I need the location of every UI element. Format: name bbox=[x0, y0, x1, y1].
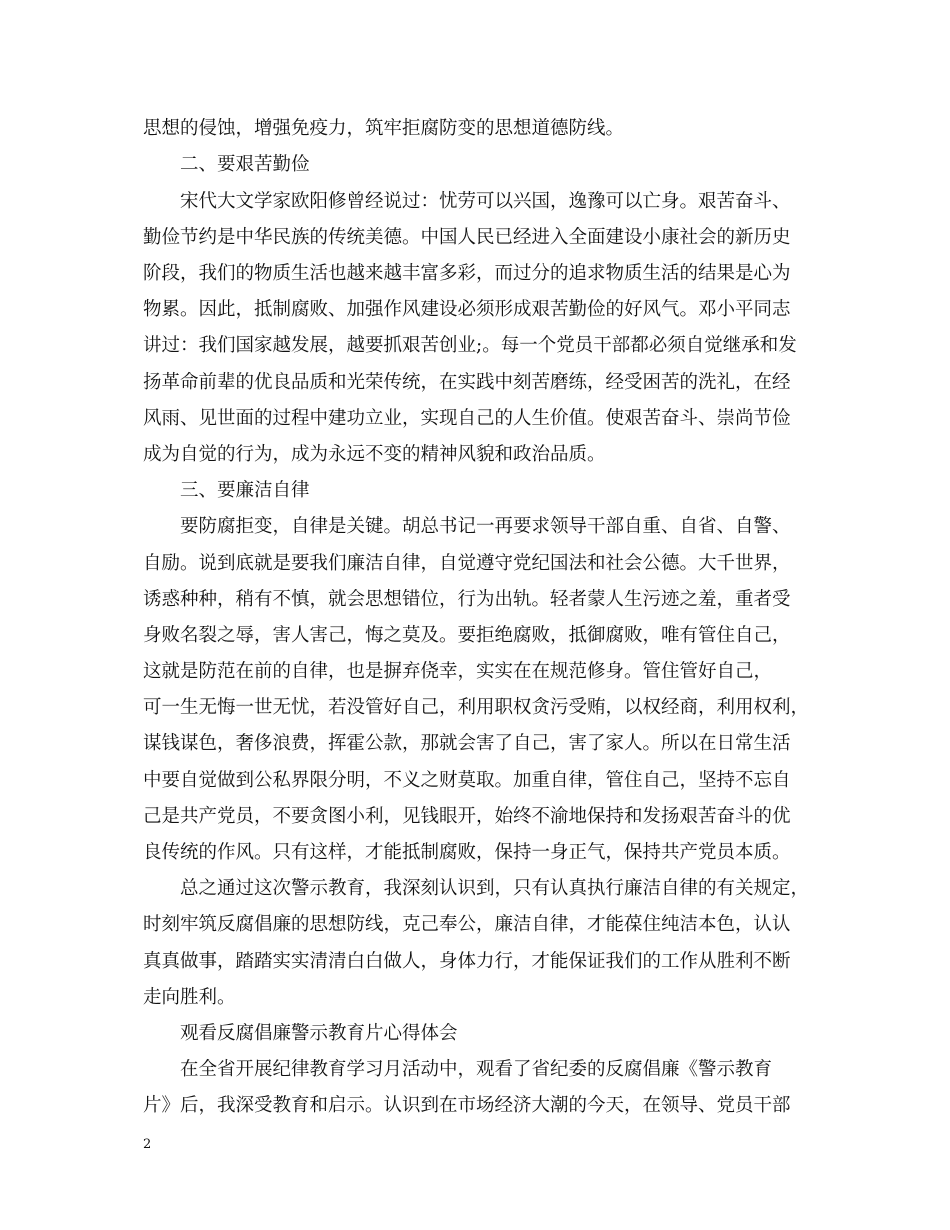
text-line: 良传统的作风。只有这样，才能抵制腐败，保持一身正气，保持共产党员本质。 bbox=[143, 842, 791, 863]
text-line: 总之通过这次警示教育，我深刻认识到，只有认真执行廉洁自律的有关规定， bbox=[180, 878, 810, 899]
text-line: 走向胜利。 bbox=[143, 987, 236, 1008]
text-line: 可一生无悔一世无忧，若没管好自己，利用职权贪污受贿，以权经商，利用权利， bbox=[143, 697, 810, 718]
text-line: 要防腐拒变，自律是关键。胡总书记一再要求领导干部自重、自省、自警、 bbox=[180, 516, 791, 537]
text-line: 思想的侵蚀，增强免疫力，筑牢拒腐防变的思想道德防线。 bbox=[143, 118, 625, 139]
text-line: 真真做事，踏踏实实清清白白做人，身体力行，才能保证我们的工作从胜利不断 bbox=[143, 951, 791, 972]
text-line: 这就是防范在前的自律，也是摒弃侥幸，实实在在规范修身。管住管好自己， bbox=[143, 661, 773, 682]
text-line: 勤俭节约是中华民族的传统美德。中国人民已经进入全面建设小康社会的新历史 bbox=[143, 227, 791, 248]
text-line: 诱惑种种，稍有不慎，就会思想错位，行为出轨。轻者蒙人生污迹之羞，重者受 bbox=[143, 589, 791, 610]
text-line: 风雨、见世面的过程中建功立业，实现自己的人生价值。使艰苦奋斗、崇尚节俭 bbox=[143, 408, 791, 429]
section-heading: 三、要廉洁自律 bbox=[180, 480, 310, 501]
section-heading: 观看反腐倡廉警示教育片心得体会 bbox=[180, 1023, 458, 1044]
text-line: 宋代大文学家欧阳修曾经说过：忧劳可以兴国，逸豫可以亡身。艰苦奋斗、 bbox=[180, 191, 791, 212]
text-line: 时刻牢筑反腐倡廉的思想防线，克己奉公，廉洁自律，才能葆住纯洁本色，认认 bbox=[143, 914, 791, 935]
text-line: 扬革命前辈的优良品质和光荣传统，在实践中刻苦磨练，经受困苦的洗礼，在经 bbox=[143, 372, 791, 393]
page-number: 2 bbox=[143, 1137, 152, 1152]
text-line: 阶段，我们的物质生活也越来越丰富多彩，而过分的追求物质生活的结果是心为 bbox=[143, 263, 791, 284]
text-line: 成为自觉的行为，成为永远不变的精神风貌和政治品质。 bbox=[143, 444, 606, 465]
text-line: 中要自觉做到公私界限分明，不义之财莫取。加重自律，管住自己，坚持不忘自 bbox=[143, 770, 791, 791]
text-line: 片》后，我深受教育和启示。认识到在市场经济大潮的今天，在领导、党员干部 bbox=[143, 1095, 791, 1116]
text-line: 在全省开展纪律教育学习月活动中，观看了省纪委的反腐倡廉《警示教育 bbox=[180, 1059, 773, 1080]
text-line: 己是共产党员，不要贪图小利，见钱眼开，始终不渝地保持和发扬艰苦奋斗的优 bbox=[143, 806, 791, 827]
text-line: 自励。说到底就是要我们廉洁自律，自觉遵守党纪国法和社会公德。大千世界， bbox=[143, 553, 791, 574]
text-line: 讲过：我们国家越发展，越要抓艰苦创业;。每一个党员干部都必须自觉继承和发 bbox=[143, 335, 797, 356]
text-line: 谋钱谋色，奢侈浪费，挥霍公款，那就会害了自己，害了家人。所以在日常生活 bbox=[143, 733, 791, 754]
text-line: 身败名裂之辱，害人害己，悔之莫及。要拒绝腐败，抵御腐败，唯有管住自己， bbox=[143, 625, 791, 646]
section-heading: 二、要艰苦勤俭 bbox=[180, 154, 310, 175]
text-line: 物累。因此，抵制腐败、加强作风建设必须形成艰苦勤俭的好风气。邓小平同志 bbox=[143, 299, 791, 320]
